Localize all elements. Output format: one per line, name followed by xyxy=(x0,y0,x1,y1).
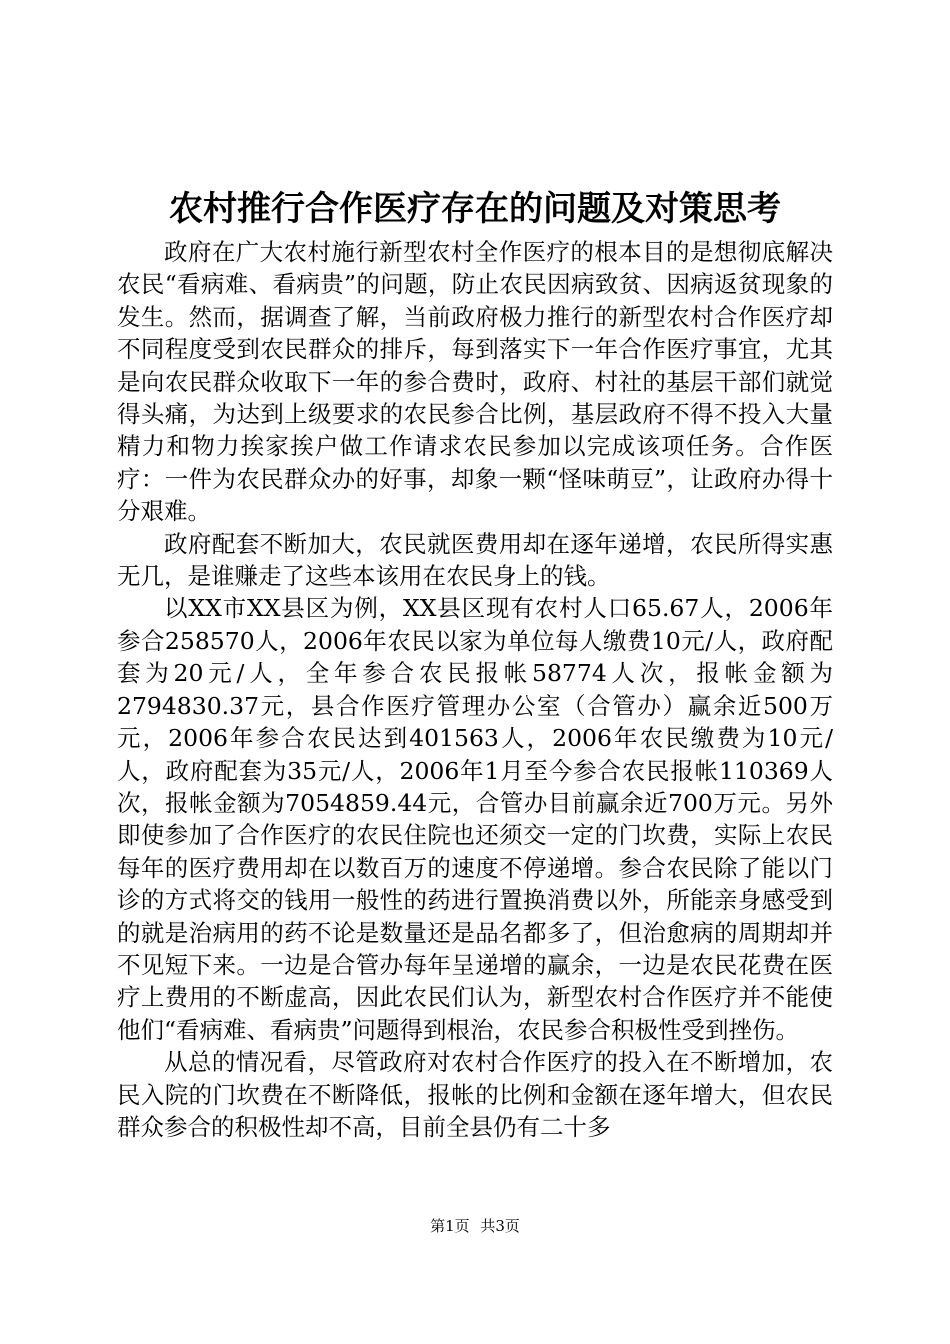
paragraph-2: 政府配套不断加大，农民就医费用却在逐年递增，农民所得实惠无几，是谁赚走了这些本该用在农民身上的钱。 xyxy=(117,529,833,591)
page-number-current: 第1页 xyxy=(430,1217,470,1235)
document-title: 农村推行合作医疗存在的问题及对策思考 xyxy=(169,189,781,229)
paragraph-1: 政府在广大农村施行新型农村全作医疗的根本目的是想彻底解决农民“看病难、看病贵”的问题，防止农民因病致贫、因病返贫现象的发生。然而，据调查了解，当前政府极力推行的新型农村合作医疗却不同程度受到农民群众的排斥，每到落实下一年合作医疗事宜，尤其是向农民群众收取下一年的参合费时，政府、村社的基层干部们就觉得头痛，为达到上级要求的农民参合比例，基层政府不得不投入大量精力和物力挨家挨户做工作请求农民参加以完成该项任务。合作医疗：一件为农民群众办的好事，却象一颗“怪味萌豆”，让政府办得十分艰难。 xyxy=(117,238,833,526)
page-number-total: 共3页 xyxy=(480,1217,520,1235)
paragraph-3: 以XX市XX县区为例，XX县区现有农村人口65.67人，2006年参合258570人，2006年农民以家为单位每人缴费10元/人，政府配套为20元/人，全年参合农民报帐58774人次，报帐金额为2794830.37元，县合作医疗管理办公室（合管办）赢余近500万元，2006年参合农民达到401563人，2006年农民缴费为10元/人，政府配套为35元/人，2006年1月至今参合农民报帐110369人次，报帐金额为7054859.44元，合管办目前赢余近700万元。另外即使参加了合作医疗的农民住院也还须交一定的门坎费，实际上农民每年的医疗费用却在以数百万的速度不停递增。参合农民除了能以门诊的方式将交的钱用一般性的药进行置换消费以外，所能亲身感受到的就是治病用的药不论是数量还是品名都多了，但治愈病的周期却并不见短下来。一边是合管办每年呈递增的赢余，一边是农民花费在医疗上费用的不断虚高，因此农民们认为，新型农村合作医疗并不能使他们“看病难、看病贵”问题得到根治，农民参合积极性受到挫伤。 xyxy=(117,594,833,1044)
page-footer xyxy=(0,1216,950,1236)
document-body xyxy=(117,236,833,1143)
paragraph-4: 从总的情况看，尽管政府对农村合作医疗的投入在不断增加，农民入院的门坎费在不断降低，报帐的比例和金额在逐年增大，但农民群众参合的积极性却不高，目前全县仍有二十多 xyxy=(117,1048,833,1141)
